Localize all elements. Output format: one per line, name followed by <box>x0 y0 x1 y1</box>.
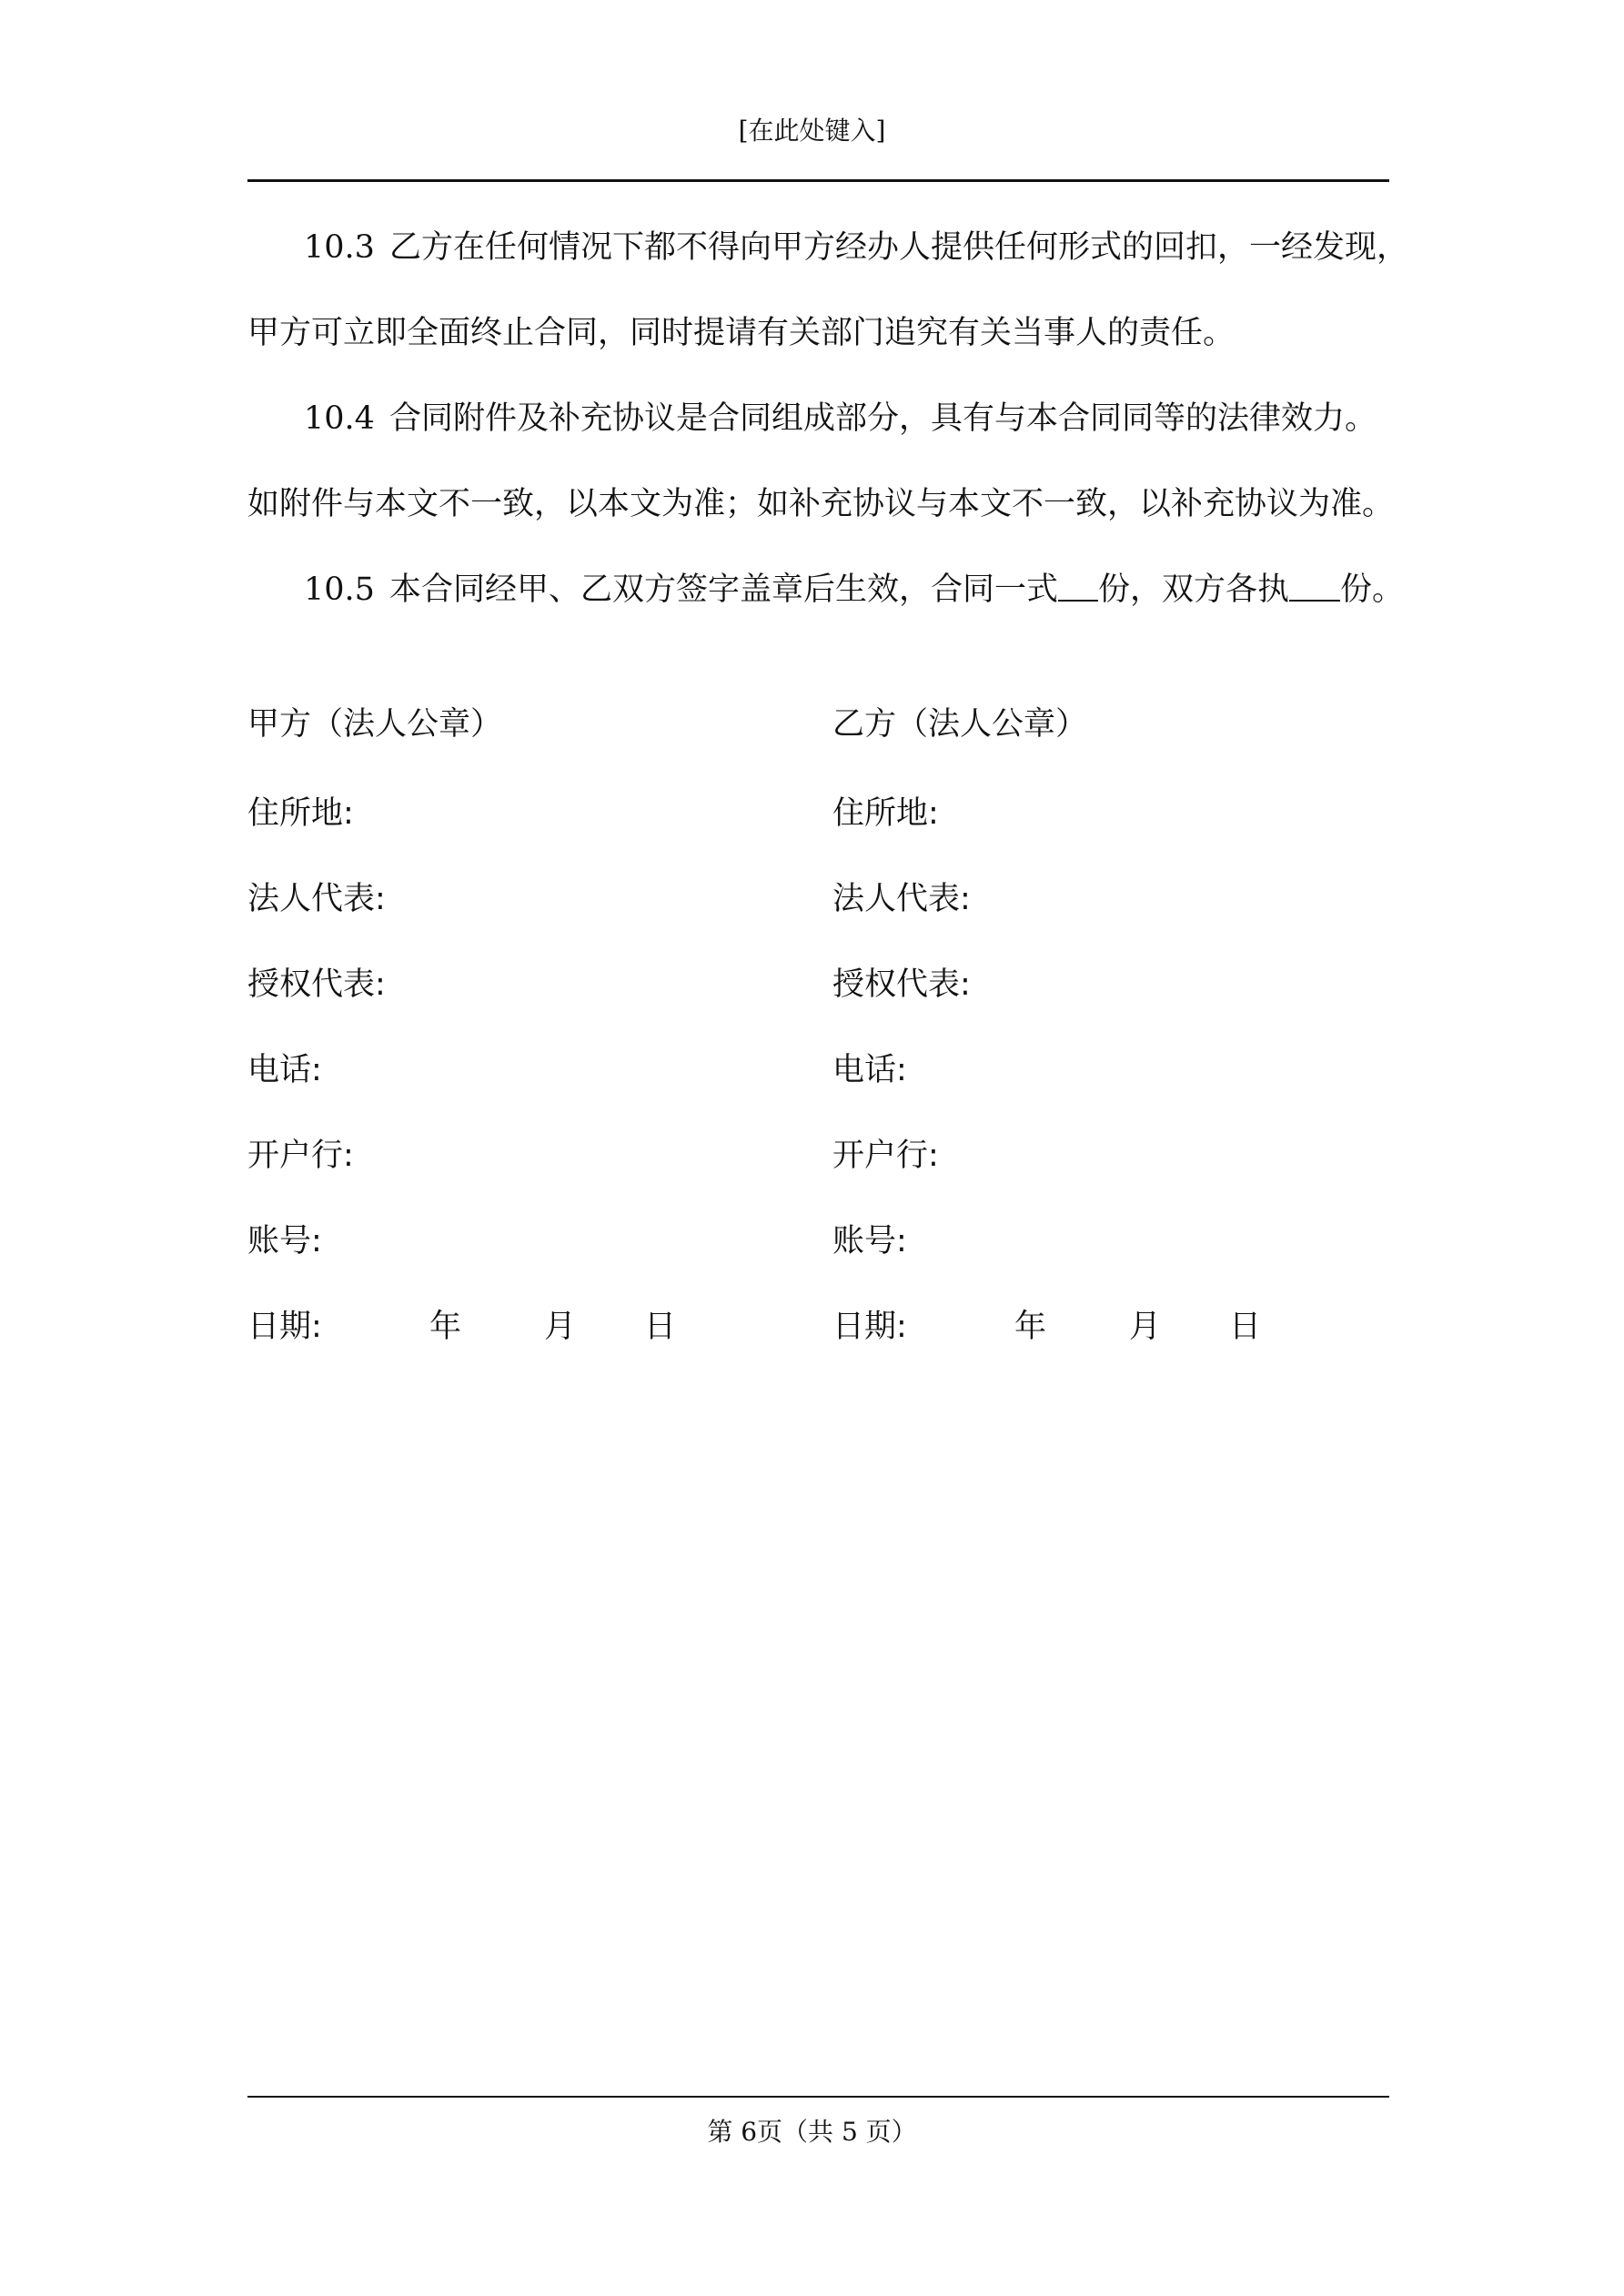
party-a-legal-rep: 法人代表: <box>247 881 386 917</box>
party-a-account: 账号: <box>247 1223 322 1259</box>
party-a-year: 年 <box>429 1309 462 1345</box>
clause-number: 10.3 <box>304 229 375 266</box>
party-b-month: 月 <box>1129 1309 1162 1345</box>
clause-text: 乙方在任何情况下都不得向甲方经办人提供任何形式的回扣，一经发现， <box>388 229 1408 266</box>
party-a-bank: 开户行: <box>247 1138 354 1174</box>
party-b-auth-rep: 授权代表: <box>832 966 971 1003</box>
header-divider <box>247 179 1389 182</box>
clause-10-5 <box>304 564 1464 610</box>
party-a-day: 日 <box>644 1309 677 1345</box>
party-a-phone: 电话: <box>247 1052 322 1088</box>
party-b-title: 乙方（法人公章） <box>832 706 1088 743</box>
copies-total-blank[interactable] <box>1058 572 1098 602</box>
party-a-title: 甲方（法人公章） <box>247 706 503 743</box>
party-a-month: 月 <box>544 1309 577 1345</box>
page-footer: 第 6页（共 5 页） <box>707 2117 917 2147</box>
footer-divider <box>247 2096 1389 2098</box>
party-a-address: 住所地: <box>247 795 354 832</box>
party-b-address: 住所地: <box>832 795 939 832</box>
party-a-auth-rep: 授权代表: <box>247 966 386 1003</box>
clause-10-4-line-1 <box>304 393 1464 439</box>
party-b-date: 日期: <box>832 1309 907 1345</box>
party-b-account: 账号: <box>832 1223 907 1259</box>
clause-10-4-line-2: 如附件与本文不一致，以本文为准；如补充协议与本文不一致，以补充协议为准。 <box>247 486 1395 522</box>
party-b-phone: 电话: <box>832 1052 907 1088</box>
party-b-legal-rep: 法人代表: <box>832 881 971 917</box>
party-b-day: 日 <box>1229 1309 1262 1345</box>
clause-number: 10.5 <box>304 571 375 608</box>
party-b-year: 年 <box>1014 1309 1047 1345</box>
clause-10-3-line-1 <box>304 222 1464 268</box>
clause-text-part-1: 本合同经甲、乙双方签字盖章后生效，合同一式 <box>388 571 1058 608</box>
clause-10-3-line-2: 甲方可立即全面终止合同，同时提请有关部门追究有关当事人的责任。 <box>247 315 1236 351</box>
clause-text: 合同附件及补充协议是合同组成部分，具有与本合同同等的法律效力。 <box>388 400 1377 437</box>
page-header: [在此处键入] <box>738 116 886 146</box>
clause-text-part-2: 份，双方各执 <box>1097 571 1289 608</box>
party-a-date: 日期: <box>247 1309 322 1345</box>
clause-text-part-3: 份。 <box>1339 571 1404 608</box>
clause-number: 10.4 <box>304 400 375 437</box>
party-b-bank: 开户行: <box>832 1138 939 1174</box>
copies-each-blank[interactable] <box>1289 572 1340 602</box>
